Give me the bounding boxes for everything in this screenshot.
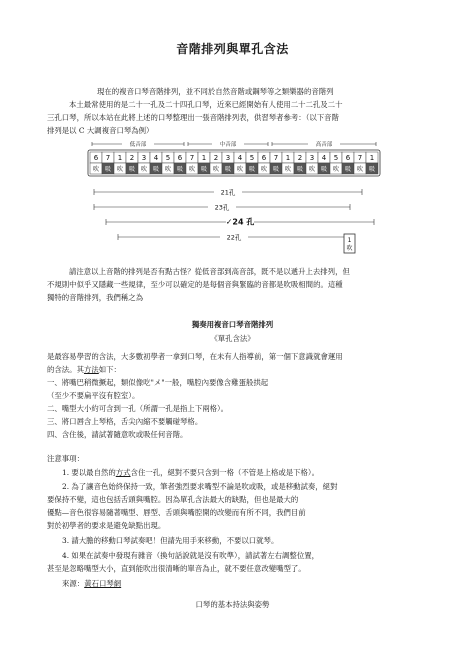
notes-heading: 注意事項： xyxy=(47,454,84,463)
note-label: 7 xyxy=(105,154,111,162)
note-2d: 對於初學者的要求是避免缺點出現。 xyxy=(47,521,166,530)
note-label: 6 xyxy=(345,154,351,162)
breath-label: 吸 xyxy=(320,166,328,173)
note-label: 5 xyxy=(249,154,255,162)
note-4b: 甚至是忽略嘴型大小，直到能吹出很清晰的單音為止，就不要任意改變嘴型了。 xyxy=(47,564,306,573)
note-label: 4 xyxy=(321,154,327,162)
note-label: 3 xyxy=(141,154,147,162)
para3-line-2 xyxy=(47,363,425,376)
step-1b: （至少不要扁平沒有腔室）。 xyxy=(47,391,140,400)
source-prefix: 來源： xyxy=(62,579,85,588)
breath-label: 吸 xyxy=(200,166,208,173)
breath-label: 吹 xyxy=(212,166,220,173)
section-labels xyxy=(92,140,376,148)
intro-line-2: 本土最常使用的是二十一孔及二十四孔口琴，近來已經開始有人使用二十二孔及二十 xyxy=(69,100,343,109)
note-box-text: 吹 xyxy=(346,245,353,252)
breath-label: 吸 xyxy=(104,166,112,173)
note-label: 2 xyxy=(129,154,135,162)
footer-heading: 口琴的基本持法與姿勢 xyxy=(195,600,270,609)
intro-line-4: 排列是以 C 大調複音口琴為例） xyxy=(47,126,154,135)
note-label: 3 xyxy=(309,154,315,162)
breath-label: 吹 xyxy=(188,166,196,173)
note-label: 6 xyxy=(177,154,183,162)
note-label: 4 xyxy=(153,154,159,162)
page-title: 音階排列與單孔含法 xyxy=(176,42,289,56)
note-label: 5 xyxy=(165,154,171,162)
note-label: 1 xyxy=(285,154,291,162)
note-label: 7 xyxy=(189,154,195,162)
note-label: 4 xyxy=(237,154,243,162)
breath-label: 吸 xyxy=(224,166,232,173)
step-2: 二、嘴型大小約可含到一孔（所謂一孔是指上下兩格）。 xyxy=(47,404,229,413)
method-link[interactable]: 方法 xyxy=(83,365,99,374)
breath-label: 吸 xyxy=(176,166,184,173)
breath-label: 吸 xyxy=(272,166,280,173)
breath-label: 吹 xyxy=(356,166,364,173)
para3-line2-suffix: 如下： xyxy=(98,365,121,374)
breath-label: 吹 xyxy=(260,166,268,173)
breath-label: 吸 xyxy=(128,166,136,173)
breath-label: 吹 xyxy=(140,166,148,173)
breath-label: 吸 xyxy=(296,166,304,173)
note-label: 1 xyxy=(201,154,207,162)
breath-label: 吸 xyxy=(152,166,160,173)
note-label: 2 xyxy=(213,154,219,162)
note-label: 3 xyxy=(225,154,231,162)
breath-label: 吸 xyxy=(344,166,352,173)
para3-line-1: 是最容易學習的含法，大多數初學者一拿到口琴，在未有人指導前，第一個下意識就會運用 xyxy=(47,352,343,361)
manner-link[interactable]: 方式 xyxy=(115,468,131,477)
intro-line-1: 現在的複音口琴音階排列，並不同於自然音階或鋼琴等之類樂器的音階列 xyxy=(97,87,334,96)
note-label: 7 xyxy=(357,154,363,162)
note-4a: 4. 如果在試奏中發現有雜音（換句話說就是沒有吹準），請試著左右調整位置， xyxy=(62,551,319,560)
breath-label: 吹 xyxy=(236,166,244,173)
span-label: 22孔 xyxy=(226,233,242,242)
span-label: 21孔 xyxy=(220,188,236,197)
breath-label: 吹 xyxy=(284,166,292,173)
section2-subtitle: 《單孔含法》 xyxy=(210,334,255,343)
note-label: 6 xyxy=(93,154,99,162)
breath-label: 吹 xyxy=(92,166,100,173)
para2-line-2: 不規則中似乎又隱藏一些規律，至少可以確定的是每個音與緊臨的音都是吹吸相間的。這種 xyxy=(47,280,343,289)
harmonica-cells xyxy=(88,150,380,176)
section-label: 低音部 xyxy=(129,142,147,148)
note-box xyxy=(344,234,355,253)
step-1: 一、將嘴巴稍微撅起，類似像吃"メ"一般，嘴腔內要像含雞蛋般拱起 xyxy=(47,378,269,387)
note-box-text: 1 xyxy=(347,237,352,244)
step-4: 四、含住後，請試著隨意吹或吸任何音階。 xyxy=(47,430,188,439)
span-label: 23孔 xyxy=(214,203,230,212)
breath-label: 吸 xyxy=(368,166,376,173)
note-label: 7 xyxy=(273,154,279,162)
para2-line-1: 請注意以上音階的排列是否有點古怪？從低音部到高音部，既不是以遞升上去排列，但 xyxy=(69,267,350,276)
source-link[interactable]: 黃石口琴網 xyxy=(84,579,122,588)
para2-line-3: 獨特的音階排列，我們稱之為 xyxy=(47,293,144,302)
section-label: 中音部 xyxy=(219,142,237,148)
breath-label: 吹 xyxy=(116,166,124,173)
note-label: 1 xyxy=(117,154,123,162)
breath-label: 吹 xyxy=(308,166,316,173)
hole-spans xyxy=(94,188,374,242)
scale-diagram xyxy=(86,138,386,256)
section2-title: 獨奏用複音口琴音階排列 xyxy=(191,320,274,329)
breath-label: 吸 xyxy=(248,166,256,173)
note-label: 6 xyxy=(261,154,267,162)
note-label: 5 xyxy=(333,154,339,162)
note-2a: 2. 為了讓音色始終保持一致，筆者強烈要求嘴型不論是吹或吸，或是移動試奏，絕對 xyxy=(62,482,338,491)
section-label: 高音部 xyxy=(315,142,333,148)
note-1 xyxy=(62,466,425,479)
para3-line2-prefix: 的含法。其 xyxy=(47,365,84,374)
note-1-suffix: 含住一孔，絕對不要只含到一格（不管是上格或是下格）。 xyxy=(130,468,320,477)
note-3: 3. 請大膽的移動口琴試奏吧！但請先用手來移動，不要以口就琴。 xyxy=(62,536,279,545)
note-1-prefix: 1. 要以最自然的 xyxy=(62,468,116,477)
note-2c: 優點—音色很容易隨著嘴型、唇型、舌頭與嘴腔開的改變而有所不同，我們目前 xyxy=(47,508,306,517)
breath-label: 吹 xyxy=(332,166,340,173)
note-2b: 要保持不變，這也包括舌頭與嘴腔。因為單孔含法最大的缺點，但也是最大的 xyxy=(47,495,299,504)
span-label: ✓24 孔 xyxy=(225,217,255,227)
breath-label: 吹 xyxy=(164,166,172,173)
note-label: 1 xyxy=(369,154,375,162)
source-line xyxy=(62,577,425,590)
note-label: 2 xyxy=(297,154,303,162)
step-3: 三、將口唇含上琴格，舌尖內縮不要觸碰琴格。 xyxy=(47,417,203,426)
intro-line-3: 三孔口琴，所以本站在此將上述的口琴整理出一張音階排列表，供習琴者參考：（以下音階 xyxy=(47,113,339,122)
